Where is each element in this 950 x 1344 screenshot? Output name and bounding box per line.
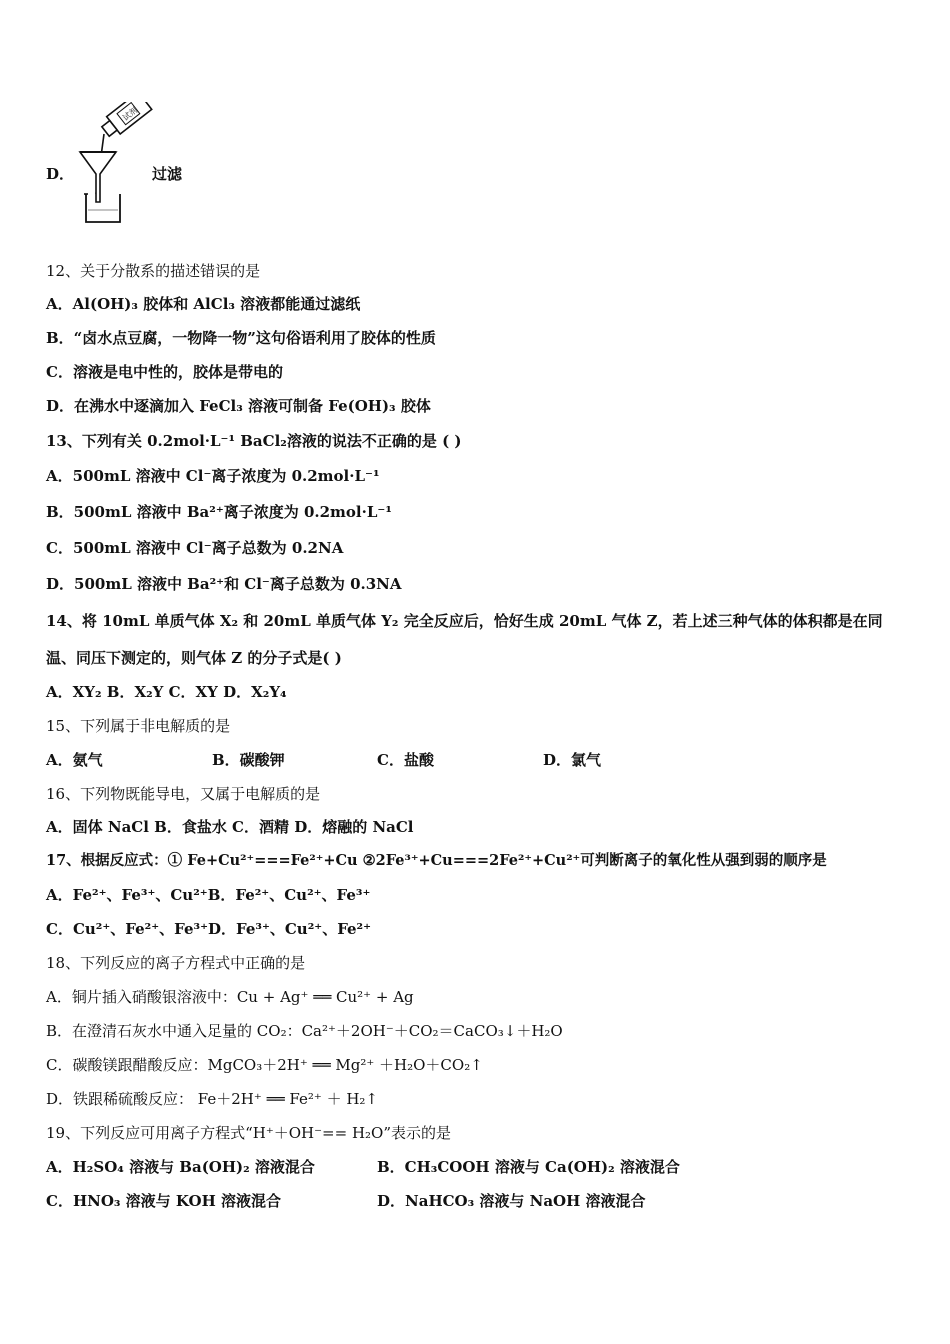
- q16-options: A．固体 NaCl B．食盐水 C．酒精 D．熔融的 NaCl: [46, 818, 414, 836]
- q13-option-d: D．500mL 溶液中 Ba²⁺和 Cl⁻离子总数为 0.3NA: [46, 575, 402, 593]
- q14-options: A．XY₂ B．X₂Y C．XY D．X₂Y₄: [46, 683, 287, 701]
- q11-option-d-letter: D．: [46, 165, 75, 183]
- q18-stem: 18、下列反应的离子方程式中正确的是: [46, 954, 306, 972]
- q13-option-c: C．500mL 溶液中 Cl⁻离子总数为 0.2NA: [46, 539, 344, 557]
- q19-option-d: D．NaHCO₃ 溶液与 NaOH 溶液混合: [377, 1192, 646, 1210]
- q18-option-d: D．铁跟稀硫酸反应： Fe＋2H⁺ ══ Fe²⁺ ＋ H₂↑: [46, 1090, 378, 1108]
- q14-stem-line2: 温、同压下测定的，则气体 Z 的分子式是( ): [46, 649, 342, 667]
- q15-option-c: C．盐酸: [377, 751, 434, 769]
- q12-option-a: A．Al(OH)₃ 胶体和 AlCl₃ 溶液都能通过滤纸: [46, 295, 361, 313]
- q14-stem-line1: 14、将 10mL 单质气体 X₂ 和 20mL 单质气体 Y₂ 完全反应后，恰好生成 20mL 气体 Z，若上述三种气体的体积都是在同: [46, 612, 883, 630]
- bottle-label: 试剂: [121, 105, 140, 123]
- q15-stem: 15、下列属于非电解质的是: [46, 717, 231, 735]
- q11-option-d-text: 过滤: [152, 165, 183, 183]
- filtration-apparatus-figure: [74, 102, 154, 227]
- q12-option-d: D．在沸水中逐滴加入 FeCl₃ 溶液可制备 Fe(OH)₃ 胶体: [46, 397, 431, 415]
- q13-option-b: B．500mL 溶液中 Ba²⁺离子浓度为 0.2mol·L⁻¹: [46, 503, 392, 521]
- q16-stem: 16、下列物既能导电，又属于电解质的是: [46, 785, 321, 803]
- q12-option-c: C．溶液是电中性的，胶体是带电的: [46, 363, 283, 381]
- q12-option-b: B．“卤水点豆腐，一物降一物”这句俗语利用了胶体的性质: [46, 329, 436, 347]
- q12-stem: 12、关于分散系的描述错误的是: [46, 262, 261, 280]
- q17-options-cd: C．Cu²⁺、Fe²⁺、Fe³⁺D．Fe³⁺、Cu²⁺、Fe²⁺: [46, 920, 372, 938]
- q18-option-a: A．铜片插入硝酸银溶液中：Cu + Ag⁺ ══ Cu²⁺ + Ag: [46, 988, 414, 1006]
- q15-option-b: B．碳酸钾: [212, 751, 285, 769]
- q19-option-a: A．H₂SO₄ 溶液与 Ba(OH)₂ 溶液混合: [46, 1158, 315, 1176]
- q18-option-c: C．碳酸镁跟醋酸反应：MgCO₃＋2H⁺ ══ Mg²⁺ ＋H₂O＋CO₂↑: [46, 1056, 483, 1074]
- q18-option-b: B．在澄清石灰水中通入足量的 CO₂：Ca²⁺＋2OH⁻＋CO₂＝CaCO₃↓＋H₂O: [46, 1022, 563, 1040]
- q15-option-a: A．氨气: [46, 751, 103, 769]
- q17-stem: 17、根据反应式：① Fe+Cu²⁺===Fe²⁺+Cu ②2Fe³⁺+Cu===2Fe²⁺+Cu²⁺可判断离子的氧化性从强到弱的顺序是: [46, 852, 827, 869]
- q17-options-ab: A．Fe²⁺、Fe³⁺、Cu²⁺B．Fe²⁺、Cu²⁺、Fe³⁺: [46, 886, 371, 904]
- q13-stem: 13、下列有关 0.2mol·L⁻¹ BaCl₂溶液的说法不正确的是 ( ): [46, 432, 462, 450]
- q15-option-d: D．氯气: [543, 751, 602, 769]
- q13-option-a: A．500mL 溶液中 Cl⁻离子浓度为 0.2mol·L⁻¹: [46, 467, 380, 485]
- q19-option-c: C．HNO₃ 溶液与 KOH 溶液混合: [46, 1192, 281, 1210]
- q19-stem: 19、下列反应可用离子方程式“H⁺＋OH⁻== H₂O”表示的是: [46, 1124, 452, 1142]
- q19-option-b: B．CH₃COOH 溶液与 Ca(OH)₂ 溶液混合: [377, 1158, 680, 1176]
